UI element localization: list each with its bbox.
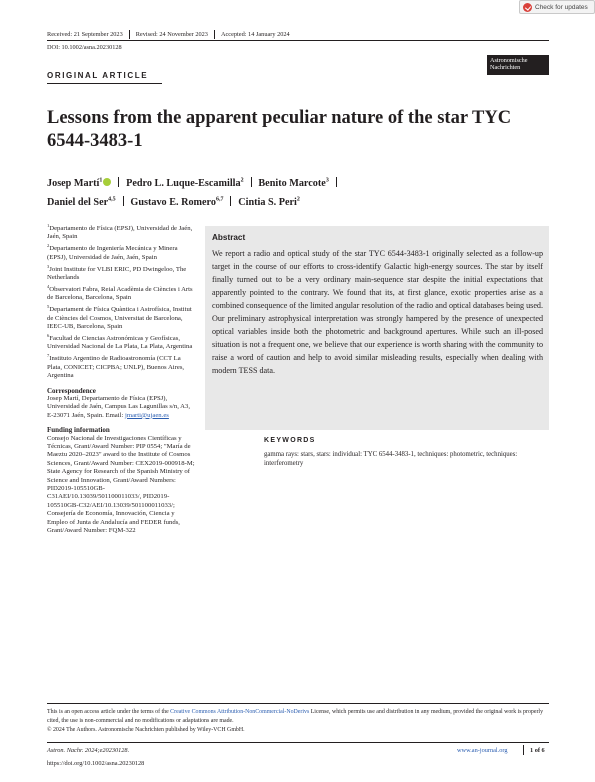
author-separator <box>336 177 337 187</box>
footer-separator <box>523 745 524 755</box>
author-separator <box>230 196 231 206</box>
author-name[interactable]: Pedro L. Luque-Escamilla <box>126 178 241 189</box>
page-number: 1 of 6 <box>530 747 545 754</box>
received-date: Received: 21 September 2023 <box>47 31 123 38</box>
email-link[interactable]: jmarti@ujaen.es <box>125 411 169 419</box>
affiliation-number: 6 <box>47 332 50 338</box>
affiliation-text: Joint Institute for VLBI ERIC, PD Dwingeloo, The Netherlands <box>47 265 187 282</box>
author-name[interactable]: Benito Marcote <box>258 178 326 189</box>
abstract-box <box>205 226 549 430</box>
license-text: This is an open access article under the terms of the <box>47 709 171 715</box>
journal-website-link[interactable]: www.an-journal.org <box>457 747 508 754</box>
header-divider <box>47 40 549 41</box>
article-title: Lessons from the apparent peculiar nature of the star TYC 6544-3483-1 <box>47 108 512 151</box>
author-affiliation-ref: 2 <box>296 196 300 203</box>
author-affiliation-ref: 1 <box>99 177 103 184</box>
abstract-heading: Abstract <box>212 233 246 242</box>
affiliation-number: 2 <box>47 243 50 249</box>
license-text: License, which permits use and distribution in any medium, provided the original work is properly cited, the use is non-commercial and no modifications or adaptations are made. <box>47 709 544 724</box>
license-link[interactable]: Creative Commons Attribution-NonCommercial-NoDerivs <box>170 709 310 715</box>
affiliation-number: 3 <box>47 263 50 269</box>
check-updates-label: Check for updates <box>535 3 588 11</box>
footer-divider <box>47 742 549 743</box>
affiliation <box>47 222 195 242</box>
affiliation-text: Departamento de Física (EPSJ), Universidad de Jaén, Jaén, Spain <box>47 225 193 241</box>
orcid-icon[interactable] <box>103 178 111 186</box>
check-for-updates-button[interactable] <box>519 0 595 14</box>
abstract-text: We report a radio and optical study of the star TYC 6544-3483-1 originally selected as a follow-up target in the course of our efforts to cross-identify Galactic high-energy sources. The star by itself finally turned out to be a very ordinary main-sequence star despite the initial expectations that apparently pointed to the contrary. We found that its, at first glance, exotic properties arise as a combined consequence of the limited angular resolution of the radio and optical databases being used. Our preliminary astrophysical interpretation was strongly hampered by the presence of unexpected optical variables inside both the photometric and background apertures. While such an ill-posed situation is not a frequent one, we believe that our experience is worth sharing with the community to raise a word of caution and help to avoid similar misleading results, especially when dealing with modern TESS data. <box>212 249 543 375</box>
correspondence-text <box>47 395 195 420</box>
correspondence-address: Josep Martí, Departamento de Física (EPSJ), Universidad de Jaén, Campus Las Lagunillas s/n, A3, E-23071 Jaén, Spain. <box>47 394 191 419</box>
affiliation-number: 7 <box>47 353 50 359</box>
affiliation-text: Instituto Argentino de Radioastronomía (CCT La Plata, CONICET; CICPBA; UNLP), Buenos Aires, Argentina <box>47 355 185 380</box>
affiliation-number: 5 <box>47 304 50 310</box>
affiliation <box>47 306 195 331</box>
author-separator <box>118 177 119 187</box>
article-type: ORIGINAL ARTICLE <box>47 71 149 80</box>
affiliation <box>47 283 195 303</box>
affiliation <box>47 332 195 352</box>
sidebar-metadata <box>47 222 195 535</box>
author-affiliation-ref: 4,5 <box>108 196 116 203</box>
email-label: Email: <box>105 411 126 419</box>
footer-citation: Astron. Nachr. 2024;e20230128. <box>47 747 130 754</box>
check-updates-icon <box>523 3 532 12</box>
license-notice <box>47 708 549 735</box>
author-name[interactable]: Josep Martí <box>47 178 100 189</box>
author-list <box>47 174 547 212</box>
article-type-underline <box>47 83 162 84</box>
affiliation-text: Departamento de Ingeniería Mecánica y Minera (EPSJ), Universidad de Jaén, Jaén, Spain <box>47 245 178 261</box>
accepted-date: Accepted: 14 January 2024 <box>220 31 290 38</box>
affiliation <box>47 263 195 283</box>
article-dates <box>47 30 290 39</box>
affiliation <box>47 355 195 380</box>
correspondence-heading: Correspondence <box>47 386 96 395</box>
author-affiliation-ref: 6,7 <box>215 196 224 203</box>
date-separator <box>214 30 215 39</box>
funding-text: Consejo Nacional de Investigaciones Científicas y Técnicas, Grant/Award Number: PIP 0554; "María de Maeztu 2020–2023" award to the Institute of Cosmos Sciences, Grant/Award Number: CEX2019-000918-M; State Agency for Research of the Spanish Ministry of Science and Innovation, Grant/Award Numbers: PID2019-105510GB-C31AEI/10.13039/501100011033/, PID2019-105510GB-C32/AEI/10.13039/501100011033/; Consejería de Economía, Innovación, Ciencia y Empleo of Junta de Andalucía and FEDER funds, Grant/Award Number: FQM-322 <box>47 434 195 534</box>
affiliation <box>47 245 195 262</box>
keywords-text: gamma rays: stars, stars: individual: TYC 6544-3483-1, techniques: photometric, techniques: interferometry <box>264 451 518 467</box>
journal-logo <box>487 55 549 75</box>
author-affiliation-ref: 2 <box>240 177 244 184</box>
journal-logo-line1: Astronomische <box>490 57 528 64</box>
author-name[interactable]: Gustavo E. Romero <box>130 197 216 208</box>
journal-logo-line2: Nachrichten <box>490 64 521 72</box>
author-name[interactable]: Cintia S. Peri <box>238 197 297 208</box>
author-affiliation-ref: 3 <box>325 177 329 184</box>
copyright-text: © 2024 The Authors. Astronomische Nachrichten published by Wiley-VCH GmbH. <box>47 726 245 733</box>
article-doi: DOI: 10.1002/asna.20230128 <box>47 44 122 51</box>
affiliation-number: 4 <box>47 283 50 289</box>
keywords-heading: KEYWORDS <box>264 437 316 444</box>
revised-date: Revised: 24 November 2023 <box>135 31 208 38</box>
author-separator <box>123 196 124 206</box>
date-separator <box>129 30 130 39</box>
license-divider <box>47 703 549 704</box>
affiliation-number: 1 <box>47 222 50 228</box>
footer-doi-link[interactable]: https://doi.org/10.1002/asna.20230128 <box>47 760 145 767</box>
author-name[interactable]: Daniel del Ser <box>47 197 109 208</box>
affiliation-text: Observatori Fabra, Reial Acadèmia de Ciències i Arts de Barcelona, Barcelona, Spain <box>47 285 193 302</box>
author-separator <box>251 177 252 187</box>
affiliation-text: Facultad de Ciencias Astronómicas y Geofísicas, Universidad Nacional de La Plata, La Plata, Argentina <box>47 334 193 351</box>
affiliation-text: Departament de Física Quàntica i Astrofísica, Institut de Ciències del Cosmos, Universitat de Barcelona, IEEC-UB, Barcelona, Spain <box>47 306 192 331</box>
funding-heading: Funding information <box>47 426 110 435</box>
